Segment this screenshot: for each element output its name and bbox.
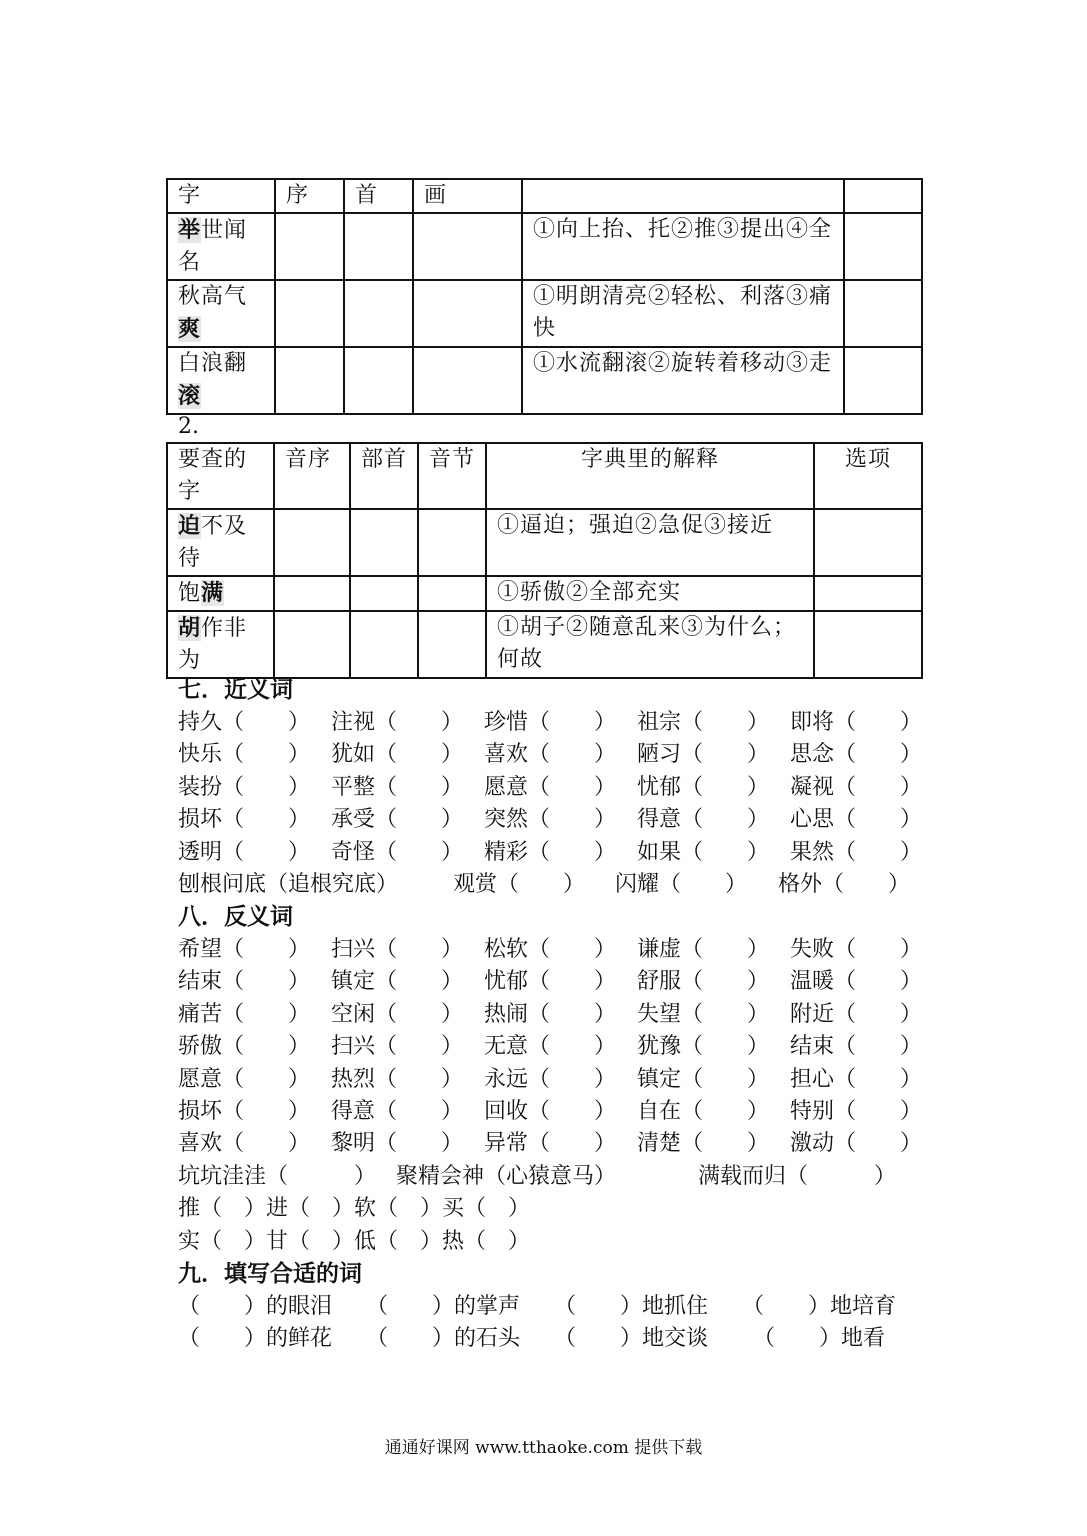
exercise-item[interactable]: （ ）地培育 bbox=[742, 1294, 897, 1319]
exercise-item[interactable]: 坑坑洼洼（ ） bbox=[178, 1164, 377, 1189]
exercise-item[interactable]: （ ）的石头 bbox=[366, 1326, 521, 1351]
exercise-item[interactable]: 清楚（ ） bbox=[637, 1131, 770, 1156]
table1-header-cell: 字 bbox=[167, 179, 275, 213]
exercise-item[interactable]: 附近（ ） bbox=[790, 1002, 923, 1027]
exercise-item[interactable]: 注视（ ） bbox=[331, 710, 464, 735]
answer-cell[interactable] bbox=[814, 509, 922, 576]
exercise-item[interactable]: 闪耀（ ） bbox=[615, 872, 748, 897]
exercise-item[interactable]: 突然（ ） bbox=[484, 807, 617, 832]
answer-cell[interactable] bbox=[814, 611, 922, 678]
exercise-item[interactable]: 得意（ ） bbox=[331, 1099, 464, 1124]
highlighted-char: 胡 bbox=[178, 615, 202, 641]
answer-cell[interactable] bbox=[344, 347, 413, 414]
exercise-item[interactable]: 装扮（ ） bbox=[178, 775, 311, 800]
table1-header-cell bbox=[522, 179, 844, 213]
exercise-item[interactable]: 无意（ ） bbox=[484, 1034, 617, 1059]
answer-cell[interactable] bbox=[418, 611, 486, 678]
definition-cell: ①胡子②随意乱来③为什么；何故 bbox=[486, 611, 814, 678]
table1-header-cell: 首 bbox=[344, 179, 413, 213]
answer-cell[interactable] bbox=[275, 213, 344, 280]
exercise-item[interactable]: 温暖（ ） bbox=[790, 969, 923, 994]
exercise-item[interactable]: 心思（ ） bbox=[790, 807, 923, 832]
exercise-item[interactable]: 骄傲（ ） bbox=[178, 1034, 311, 1059]
word-rest: 作非为 bbox=[178, 616, 248, 673]
answer-cell[interactable] bbox=[814, 576, 922, 611]
exercise-item[interactable]: 愿意（ ） bbox=[178, 1067, 311, 1092]
exercise-item[interactable]: 松软（ ） bbox=[484, 937, 617, 962]
exercise-item[interactable]: 实（ ）甘（ ）低（ ）热（ ） bbox=[178, 1229, 531, 1254]
word-rest: 秋高气 bbox=[178, 284, 248, 309]
word-cell bbox=[167, 213, 275, 280]
exercise-item[interactable]: （ ）地看 bbox=[753, 1326, 886, 1351]
answer-cell[interactable] bbox=[350, 576, 418, 611]
table2-number-label: 2. bbox=[178, 414, 199, 439]
word-rest: 不及待 bbox=[178, 514, 248, 571]
answer-cell[interactable] bbox=[844, 213, 922, 280]
word-cell bbox=[167, 347, 275, 414]
exercise-item[interactable]: 希望（ ） bbox=[178, 937, 311, 962]
definition-cell: ①向上抬、托②推③提出④全 bbox=[522, 213, 844, 280]
table-row bbox=[167, 280, 922, 347]
table-row bbox=[167, 611, 922, 678]
exercise-item[interactable]: 奇怪（ ） bbox=[331, 840, 464, 865]
exercise-item[interactable]: 平整（ ） bbox=[331, 775, 464, 800]
table1-header-cell: 序 bbox=[275, 179, 344, 213]
exercise-item: 刨根问底（追根究底） bbox=[178, 872, 399, 897]
word-rest: 饱 bbox=[178, 581, 202, 606]
word-rest: 白浪翻 bbox=[178, 351, 248, 376]
table2-header-cell: 音节 bbox=[418, 443, 486, 509]
exercise-item[interactable]: 格外（ ） bbox=[778, 872, 911, 897]
table-row bbox=[167, 509, 922, 576]
word-cell bbox=[167, 280, 275, 347]
highlighted-char: 举 bbox=[178, 217, 202, 243]
word-cell bbox=[167, 576, 274, 611]
exercise-item[interactable]: 空闲（ ） bbox=[331, 1002, 464, 1027]
exercise-item[interactable]: 承受（ ） bbox=[331, 807, 464, 832]
exercise-item[interactable]: 如果（ ） bbox=[637, 840, 770, 865]
exercise-item[interactable]: 失望（ ） bbox=[637, 1002, 770, 1027]
table2-header-cell: 音序 bbox=[274, 443, 350, 509]
exercise-item[interactable]: 失败（ ） bbox=[790, 937, 923, 962]
exercise-item[interactable]: 担心（ ） bbox=[790, 1067, 923, 1092]
exercise-item[interactable]: 扫兴（ ） bbox=[331, 937, 464, 962]
exercise-item[interactable]: 满载而归（ ） bbox=[698, 1164, 897, 1189]
answer-cell[interactable] bbox=[418, 509, 486, 576]
exercise-item[interactable]: （ ）的眼泪 bbox=[178, 1294, 333, 1319]
answer-cell[interactable] bbox=[413, 280, 522, 347]
exercise-item[interactable]: 喜欢（ ） bbox=[178, 1131, 311, 1156]
exercise-item[interactable]: 凝视（ ） bbox=[790, 775, 923, 800]
exercise-item[interactable]: 陋习（ ） bbox=[637, 742, 770, 767]
exercise-item[interactable]: 犹如（ ） bbox=[331, 742, 464, 767]
definition-cell: ①逼迫；强迫②急促③接近 bbox=[486, 509, 814, 576]
exercise-item[interactable]: （ ）的鲜花 bbox=[178, 1326, 333, 1351]
exercise-item[interactable]: 忧郁（ ） bbox=[484, 969, 617, 994]
page-footer: 通通好课网 www.tthaoke.com 提供下载 bbox=[384, 1438, 703, 1458]
exercise-item[interactable]: 得意（ ） bbox=[637, 807, 770, 832]
answer-cell[interactable] bbox=[844, 347, 922, 414]
exercise-item[interactable]: 思念（ ） bbox=[790, 742, 923, 767]
exercise-item[interactable]: 即将（ ） bbox=[790, 710, 923, 735]
exercise-item[interactable]: 结束（ ） bbox=[178, 969, 311, 994]
dictionary-table-1 bbox=[166, 178, 923, 415]
exercise-item[interactable]: 舒服（ ） bbox=[637, 969, 770, 994]
answer-cell[interactable] bbox=[418, 576, 486, 611]
exercise-item[interactable]: 痛苦（ ） bbox=[178, 1002, 311, 1027]
answer-cell[interactable] bbox=[413, 347, 522, 414]
exercise-item[interactable]: （ ）的掌声 bbox=[366, 1294, 521, 1319]
table1-header-cell: 画 bbox=[413, 179, 522, 213]
highlighted-char: 满 bbox=[201, 580, 225, 606]
definition-cell: ①水流翻滚②旋转着移动③走 bbox=[522, 347, 844, 414]
exercise-item[interactable]: 镇定（ ） bbox=[637, 1067, 770, 1092]
exercise-item[interactable]: 热烈（ ） bbox=[331, 1067, 464, 1092]
dictionary-table-2 bbox=[166, 442, 923, 679]
exercise-item[interactable]: 回收（ ） bbox=[484, 1099, 617, 1124]
definition-cell: ①骄傲②全部充实 bbox=[486, 576, 814, 611]
exercise-item[interactable]: 热闹（ ） bbox=[484, 1002, 617, 1027]
section-9-title: 九．填写合适的词 bbox=[178, 1261, 362, 1287]
highlighted-char: 爽 bbox=[178, 316, 202, 342]
exercise-item[interactable]: 损坏（ ） bbox=[178, 1099, 311, 1124]
table2-header-cell: 要查的字 bbox=[167, 443, 274, 509]
answer-cell[interactable] bbox=[344, 213, 413, 280]
table-row bbox=[167, 347, 922, 414]
answer-cell[interactable] bbox=[274, 611, 350, 678]
exercise-item[interactable]: 观赏（ ） bbox=[453, 872, 586, 897]
word-rest: 世闻名 bbox=[178, 218, 248, 275]
answer-cell[interactable] bbox=[413, 213, 522, 280]
exercise-item[interactable]: 果然（ ） bbox=[790, 840, 923, 865]
exercise-item[interactable]: 推（ ）进（ ）软（ ）买（ ） bbox=[178, 1196, 531, 1221]
table1-header-row bbox=[167, 179, 922, 213]
word-cell bbox=[167, 509, 274, 576]
exercise-item[interactable]: 喜欢（ ） bbox=[484, 742, 617, 767]
exercise-item[interactable]: （ ）地抓住 bbox=[554, 1294, 709, 1319]
exercise-item[interactable]: （ ）地交谈 bbox=[554, 1326, 709, 1351]
answer-cell[interactable] bbox=[844, 280, 922, 347]
table-row bbox=[167, 576, 922, 611]
table2-header-row bbox=[167, 443, 922, 509]
exercise-item[interactable]: 永远（ ） bbox=[484, 1067, 617, 1092]
exercise-item[interactable]: 谦虚（ ） bbox=[637, 937, 770, 962]
exercise-item[interactable]: 透明（ ） bbox=[178, 840, 311, 865]
exercise-item[interactable]: 特别（ ） bbox=[790, 1099, 923, 1124]
table1-header-cell bbox=[844, 179, 922, 213]
answer-cell[interactable] bbox=[275, 347, 344, 414]
exercise-item[interactable]: 快乐（ ） bbox=[178, 742, 311, 767]
exercise-item[interactable]: 自在（ ） bbox=[637, 1099, 770, 1124]
table2-header-cell: 字典里的解释 bbox=[486, 443, 814, 509]
exercise-item[interactable]: 忧郁（ ） bbox=[637, 775, 770, 800]
exercise-item[interactable]: 愿意（ ） bbox=[484, 775, 617, 800]
answer-cell[interactable] bbox=[275, 280, 344, 347]
exercise-item[interactable]: 精彩（ ） bbox=[484, 840, 617, 865]
table2-header-cell: 部首 bbox=[350, 443, 418, 509]
answer-cell[interactable] bbox=[344, 280, 413, 347]
table2-header-cell: 选项 bbox=[814, 443, 922, 509]
exercise-item[interactable]: 激动（ ） bbox=[790, 1131, 923, 1156]
exercise-item[interactable]: 持久（ ） bbox=[178, 710, 311, 735]
exercise-item[interactable]: 扫兴（ ） bbox=[331, 1034, 464, 1059]
exercise-item[interactable]: 珍惜（ ） bbox=[484, 710, 617, 735]
word-cell bbox=[167, 611, 274, 678]
exercise-item[interactable]: 异常（ ） bbox=[484, 1131, 617, 1156]
answer-cell[interactable] bbox=[350, 509, 418, 576]
definition-cell: ①明朗清亮②轻松、利落③痛快 bbox=[522, 280, 844, 347]
exercise-item[interactable]: 犹豫（ ） bbox=[637, 1034, 770, 1059]
exercise-item: 聚精会神（心猿意马） bbox=[396, 1164, 617, 1189]
exercise-item[interactable]: 黎明（ ） bbox=[331, 1131, 464, 1156]
exercise-item[interactable]: 损坏（ ） bbox=[178, 807, 311, 832]
exercise-item[interactable]: 结束（ ） bbox=[790, 1034, 923, 1059]
highlighted-char: 滚 bbox=[178, 383, 202, 409]
section-7-title: 七．近义词 bbox=[178, 677, 293, 703]
section-8-title: 八．反义词 bbox=[178, 904, 293, 930]
highlighted-char: 迫 bbox=[178, 513, 202, 539]
table-row bbox=[167, 213, 922, 280]
answer-cell[interactable] bbox=[274, 576, 350, 611]
exercise-item[interactable]: 镇定（ ） bbox=[331, 969, 464, 994]
exercise-item[interactable]: 祖宗（ ） bbox=[637, 710, 770, 735]
answer-cell[interactable] bbox=[274, 509, 350, 576]
answer-cell[interactable] bbox=[350, 611, 418, 678]
